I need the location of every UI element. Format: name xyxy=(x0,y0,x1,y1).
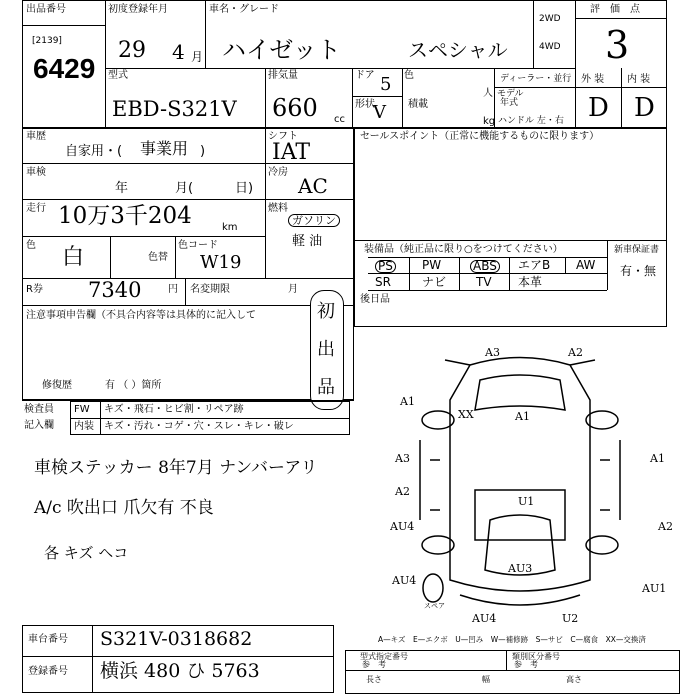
inspector-label-1: 検査員 xyxy=(24,404,54,415)
mark-au1: AU1 xyxy=(642,582,667,595)
handle-label: ハンドル 左・右 xyxy=(498,116,564,126)
color-change-label: 色替 xyxy=(148,252,168,263)
displacement-unit: cc xyxy=(334,114,345,125)
lot-number: 6429 xyxy=(33,53,96,84)
recycle-label: R券 xyxy=(26,284,43,295)
mark-a3-side: A3 xyxy=(395,452,410,465)
mark-au4-rear: AU4 xyxy=(392,574,417,587)
width-label: 幅 xyxy=(482,675,490,684)
name-change-month: 月 xyxy=(288,284,298,295)
mark-au3: AU3 xyxy=(508,562,533,575)
usage-label: 車歴 xyxy=(26,131,46,142)
car-name-label: 車名・グレード xyxy=(209,4,279,15)
car-name: ハイゼット xyxy=(222,36,341,64)
category-ref-label: 参 考 xyxy=(514,660,538,669)
usage-selected: 事業用 xyxy=(140,139,189,158)
mileage-label: 走行 xyxy=(26,203,46,214)
equip-aw: AW xyxy=(576,258,596,272)
inspector-label-2: 記入欄 xyxy=(24,420,54,431)
usage-close: ) xyxy=(200,144,206,159)
equip-leather: 本革 xyxy=(518,275,543,289)
kg-unit: kg xyxy=(483,116,496,127)
shape-value: V xyxy=(373,102,386,123)
displacement-value: 660 xyxy=(272,94,318,122)
mileage-value: 10万3千204 xyxy=(58,203,192,229)
mark-a1-right: A1 xyxy=(650,452,665,465)
shape-label: 形状 xyxy=(355,99,375,110)
chassis-label: 車台番号 xyxy=(28,634,68,645)
length-label: 長さ xyxy=(366,675,382,684)
spare-label: スペア xyxy=(424,602,445,610)
equipment-label: 装備品（純正品に限り○をつけてください） xyxy=(364,244,563,255)
shift-label: シフト xyxy=(268,131,298,142)
height-label: 高さ xyxy=(566,675,582,684)
interior-label: 内 装 xyxy=(627,74,651,85)
mark-au4-left: AU4 xyxy=(390,520,415,533)
sales-point-label: セールスポイント（正常に機能するものに限ります） xyxy=(360,131,600,142)
inspection-month: 月( xyxy=(175,181,194,196)
first-listing-stamp xyxy=(310,290,344,410)
interior-tag: 内装 xyxy=(74,421,94,432)
type-designation-label: 型式指定番号 xyxy=(360,652,408,661)
rating-value: 3 xyxy=(605,23,630,67)
equip-navi: ナビ xyxy=(422,275,447,289)
diagram-legend: A—キズ E—エクボ U—凹み W—補修跡 S—サビ C—腐食 XX—交換済 xyxy=(378,635,646,644)
shift-value: IAT xyxy=(272,140,311,165)
interior-options: キズ・汚れ・コゲ・穴・スレ・キレ・破レ xyxy=(104,421,294,432)
reg-label: 登録番号 xyxy=(28,666,68,677)
equip-tv: TV xyxy=(476,275,492,289)
grade: スペシャル xyxy=(408,38,508,62)
stamp-char-1: 初 xyxy=(317,301,335,322)
rating-label: 評 価 点 xyxy=(590,4,640,15)
equip-ps: PS xyxy=(375,260,396,273)
exterior-label: 外 装 xyxy=(581,74,605,85)
inspection-year: 年 xyxy=(115,181,129,196)
month-unit: 月 xyxy=(191,50,204,64)
note-line-2: A/c 吹出口 爪欠有 不良 xyxy=(34,498,214,518)
note-line-1: 車検ステッカー 8年7月 ナンバーアリ xyxy=(34,458,318,478)
model-label: 型式 xyxy=(108,70,128,81)
equip-sr: SR xyxy=(375,275,391,289)
mark-u1: U1 xyxy=(518,495,535,508)
displacement-label: 排気量 xyxy=(268,70,298,81)
new-cert-value: 有・無 xyxy=(620,264,657,278)
persons-unit: 人 xyxy=(483,88,493,99)
first-reg-year: 29 xyxy=(118,38,146,63)
first-reg-label: 初度登録年月 xyxy=(108,4,168,15)
stamp-char-3: 品 xyxy=(317,377,335,398)
fuel-label: 燃料 xyxy=(268,203,288,214)
ac-label: 冷房 xyxy=(268,167,288,178)
mark-a2-right: A2 xyxy=(658,520,673,533)
mileage-unit: km xyxy=(222,222,238,233)
fuel-value-diesel: 軽 油 xyxy=(292,234,323,249)
chassis-value: S321V-0318682 xyxy=(100,628,253,650)
inspection-day: 日) xyxy=(235,181,254,196)
mark-a2-top: A2 xyxy=(568,346,583,359)
equip-pw: PW xyxy=(422,258,442,272)
mark-a2-side: A2 xyxy=(395,485,410,498)
type-ref-label: 参 考 xyxy=(362,660,386,669)
usage-options: 自家用・( xyxy=(65,144,123,159)
new-cert-label: 新車保証書 xyxy=(614,245,660,255)
sales-equipment-frame xyxy=(354,128,667,327)
model-year-label-1: モデル xyxy=(497,89,524,99)
color-code-value: W19 xyxy=(200,252,242,273)
model-value: EBD-S321V xyxy=(112,97,237,121)
inspection-label: 車検 xyxy=(26,167,46,178)
lot-label: 出品番号 xyxy=(26,4,66,15)
capacity-label: 積載 xyxy=(408,99,428,110)
color-code-label: 色コード xyxy=(178,240,218,251)
fw-options: キズ・飛石・ヒビ割・リペア跡 xyxy=(104,404,244,415)
repair-value: 有 （ ）箇所 xyxy=(105,380,162,391)
lot-code: [2139] xyxy=(32,36,62,46)
reg-value: 横浜 480 ひ 5763 xyxy=(100,660,260,682)
mark-a1-left: A1 xyxy=(400,395,415,408)
stamp-char-2: 出 xyxy=(317,339,335,360)
color-value: 白 xyxy=(62,245,85,270)
ac-value: AC xyxy=(298,174,328,198)
mark-a1-center: A1 xyxy=(515,410,530,423)
mark-au4-bottom: AU4 xyxy=(472,612,497,625)
interior-value: D xyxy=(634,93,655,123)
doors-value: 5 xyxy=(380,74,392,95)
mark-xx: XX xyxy=(458,408,474,421)
fuel-value-gasoline: ガソリン xyxy=(288,214,340,227)
doors-label: ドア xyxy=(355,70,375,81)
notes-header: 注意事項申告欄（不具合内容等は具体的に記入して xyxy=(26,310,256,321)
first-reg-month: 4 xyxy=(172,40,185,64)
color-label: 色 xyxy=(26,240,36,251)
repair-label: 修復歴 xyxy=(42,380,72,391)
after-items-label: 後日品 xyxy=(360,294,390,305)
drive-4wd: 4WD xyxy=(539,42,561,52)
name-change-label: 名変期限 xyxy=(190,284,230,295)
dealer-label: ディーラー・並行 xyxy=(500,74,572,84)
equip-abs: ABS xyxy=(470,260,500,273)
drive-2wd: 2WD xyxy=(539,14,561,24)
model-year-label-2: 年式 xyxy=(500,98,519,108)
mark-u2: U2 xyxy=(562,612,579,625)
mark-a3-top: A3 xyxy=(485,346,500,359)
fw-tag: FW xyxy=(74,404,90,415)
vehicle-diagram xyxy=(390,340,690,630)
exterior-value: D xyxy=(588,93,609,123)
note-line-3: 各 キズ ヘコ xyxy=(44,544,129,562)
category-label: 類別区分番号 xyxy=(512,652,560,661)
recycle-value: 7340 xyxy=(88,278,142,302)
equip-airbag: エアB xyxy=(518,258,551,272)
color-label-top: 色 xyxy=(404,70,414,81)
yen-unit: 円 xyxy=(168,284,178,295)
